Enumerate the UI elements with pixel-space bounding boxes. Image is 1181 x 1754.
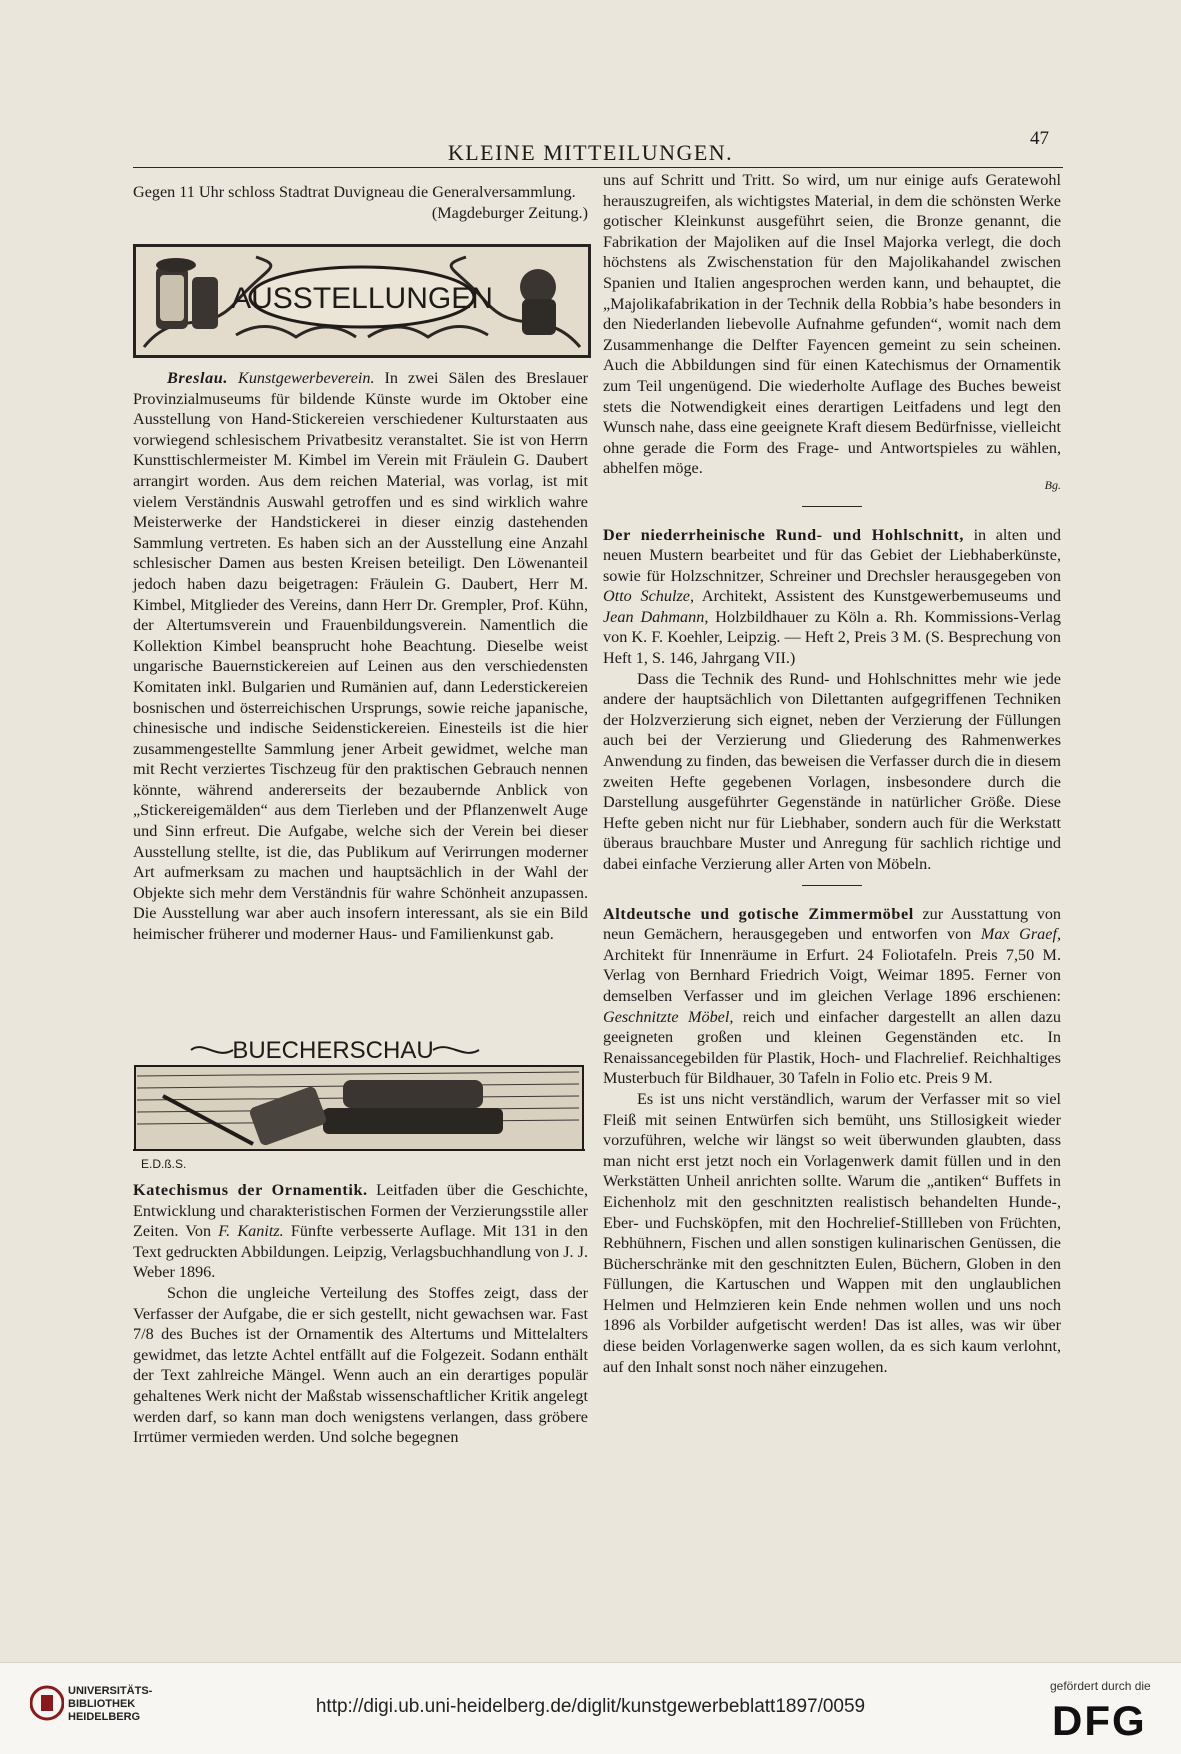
footer-bar [0, 1662, 1181, 1754]
zimmermoebel-review: Es ist uns nicht verständlich, warum der Verfasser mit so viel Fleiß mit seinen Entwürfen sich bemüht, uns Stillosigkeit wieder vorzuführen, welche wir längst so weit überwunden glaubten, dass man nicht erst jetzt noch ein Vorlagenwerk damit füllen und in den Werkstätten Unheil anrichten sollte. Warum die „antiken“ Buffets in Eichenholz mit den geschnitzten realistisch behandelten Hunde-, Eber- und Fuchsköpfen, mit den Hochrelief-Stillleben von Früchten, Rebhühnern, Fischen und allen sonstigen kulinarischen Genüssen, die Bücherschränke mit den geschnitzten Eulen, Büchern, Globen in den Füllungen, die Kartuschen und Wappen mit den unglaublichen Helmen und Helmzieren kein Ende nehmen wollen und uns noch 1896 als Vorbilder aufgetischt werden! Das ist alles, was wir über diese beiden Vorlagenwerke sagen wollen, da es sich kaum verlohnt, auf den Inhalt sonst noch näher einzugehen. [603, 1089, 1061, 1376]
left-intro [133, 182, 588, 223]
separator [802, 885, 862, 886]
ausstellungen-ornament [136, 247, 588, 355]
zimmermoebel-info-c: reich und einfacher dargestellt an allen dazu geeigneten großen und kleinen Gegenständen etc. In Renaissancegebilden für Plastik, Hoch- und Flachrelief. Reichhaltiges Musterbuch für Bildhauer, 30 Tafeln in Folio etc. Preis 9 M. [603, 1007, 1061, 1088]
zimmermoebel-info-a: zur Ausstattung von neun Gemächern, herausgegeben und entworfen von [603, 904, 1062, 944]
breslau-heading: Breslau. [167, 369, 229, 387]
katechismus-review-continued: uns auf Schritt und Tritt. So wird, um nur einige aufs Geratewohl herauszugreifen, als wichtigstes Material, in dem die schönsten Werke gotischer Kleinkunst ausgeführt seien, die Bronze genannt, die Fabrikation der Majoliken auf die Insel Majorka verlegt, die doch höchstens als Zwischenstation für den Majolikahandel zwischen Spanien und Italien angesprochen werden kann, und behauptet, die „Majolikafabrikation in der Technik della Robbia’s habe besonders in den Niederlanden liebevolle Aufnahme gefunden“, womit nach dem Zusammenhange die Delfter Fayencen gemeint zu sein scheinen. Auch die Abbildungen sind für einen Katechismus der Ornamentik zum Teil ungenügend. Die wiederholte Auflage des Buches beweist stets die Notwendigkeit eines derartigen Leitfadens und legt den Wunsch nahe, dass eine geeignete Kraft diesem Bedürfnisse, vielleicht ohne gerade die Form des Frage- und Antwortspieles zu wählen, abhelfen möge. [603, 171, 1061, 478]
buecherschau-signature: E.D.ß.S. [141, 1157, 187, 1171]
katechismus-info-a: Leitfaden über die Geschichte, Entwicklung und charakteristischen Formen der Verzierungsstile aller Zeiten. Von [133, 1181, 589, 1241]
zimmermoebel-heading: Altdeutsche und gotische Zimmermöbel [603, 904, 914, 923]
rundschnitt-info-c: Holzbildhauer zu Köln a. Rh. Kommissions-Verlag von K. F. Koehler, Leipzig. — Heft 2, Preis 3 M. (S. Besprechung von Heft 1, S. 146, Jahrgang VII.) [603, 607, 1061, 668]
rundschnitt-info-a: in alten und neuen Mustern bearbeitet und für das Gebiet der Liebhaberkünste, sowie für Holzschnitzer, Schreiner und Drechsler herausgegeben von [603, 525, 1062, 585]
rundschnitt-review: Dass die Technik des Rund- und Hohlschnittes mehr wie jede andere der hauptsächlich von Dilettanten aufgegriffenen Techniken der Holzverzierung sich eignet, neben der Verzierung der Füllungen auch bei der Verzierung und Gliederung des Rahmenwerkes Anwendung zu finden, das beweisen die Verfasser durch die in diesem zweiten Hefte gegebenen Vorlagen, insbesondere durch die Darstellung ausgeführter Gegenstände in natürlicher Größe. Diese Hefte geben nicht nur für Liebhaber, sondern auch für die Werkstatt überaus brauchbare Muster und Anregung für sachlich richtige und dabei einfache Verzierung aller Arten von Möbeln. [603, 669, 1061, 873]
header-rule [133, 167, 1063, 168]
right-column [603, 170, 1061, 1377]
intro-text: Gegen 11 Uhr schloss Stadtrat Duvigneau die Generalversammlung. [133, 183, 576, 201]
intro-source: (Magdeburger Zeitung.) [431, 203, 588, 222]
library-name-line1: UNIVERSITÄTS- [68, 1685, 153, 1697]
breslau-subheading: Kunstgewerbeverein. [238, 369, 375, 387]
breslau-body: In zwei Sälen des Breslauer Provinzialmuseums für bildende Künste wurde im Oktober eine Ausstellung von Hand-Stickereien verschiedener Kulturstaaten aus vorwiegend schlesischem Privatbesitz veranstaltet. Sie ist von Herrn Kunsttischlermeister M. Kimbel im Verein mit Fräulein G. Daubert arrangirt worden. Aus dem reichen Material, was vorlag, ist mit vielem Verständnis Auswahl getroffen und es sind wirklich wahre Meisterwerke der Handstickerei in dieser einzig dastehenden Sammlung vertreten. Es haben sich an der Ausstellung eine Anzahl schlesischer Damen aus besten Kreisen beteiligt. Den Löwenanteil jedoch haben dazu beigetragen: Fräulein G. Daubert, Herr M. Kimbel, Mitglieder des Vereins, dann Herr Dr. Grempler, Prof. Kühn, der Altertumsverein und Frauenbildungsverein. Namentlich die Kollektion Kimbel beansprucht hohe Beachtung. Dieselbe weist ungarische Bauernstickereien auf Leinen aus den verschiedensten Komitaten inkl. Bulgarien und Rumänien auf, dann Lederstickereien bosnischen und österreichischen Ursprungs, sowie reiche japanische, chinesische und indische Seidenstickereien. Einesteils ist die hier zusammengestellte Sammlung jener Arbeit gewidmet, welche man mit Recht verziertes Tischzeug für den praktischen Gebrauch nennen könnte, während andererseits der bezaubernde Anblick von „Stickereigemälden“ aus dem Tierleben und der Pflanzenwelt Auge und Sinn erfreut. Die Aufgabe, welche sich der Verein bei dieser Ausstellung stellte, ist die, das Publikum auf Verirrungen moderner Art aufmerksam zu machen und hauptsächlich in der Wahl der Objekte sich mehr dem Verständnis für wahre Schönheit anzupassen. Die Ausstellung war aber auch insofern interessant, als sie ein Bild heimischer früherer und moderner Haus- und Familienkunst gab. [133, 369, 589, 944]
buecherschau-banner [133, 1036, 585, 1174]
buecherschau-title: BUECHERSCHAU [232, 1037, 434, 1064]
running-header: KLEINE MITTEILUNGEN. [447, 140, 734, 165]
dfg-logo[interactable]: DFG [1052, 1697, 1147, 1744]
buecherschau-ornament [133, 1036, 585, 1174]
rundschnitt-author1: Otto Schulze, [603, 587, 695, 606]
library-name-line2: BIBLIOTHEK [68, 1698, 136, 1710]
breslau-article [133, 368, 588, 945]
zimmermoebel-info-b: Architekt für Innenräume in Erfurt. 24 Foliotafeln. Preis 7,50 M. Verlag von Bernhard Friedrich Voigt, Weimar 1895. Ferner von demselben Verfasser und im gleichen Verlage 1896 erschienen: [603, 945, 1061, 1005]
library-name-line3: HEIDELBERG [68, 1711, 141, 1723]
page-number: 47 [1030, 128, 1049, 149]
ausstellungen-title: AUSSTELLUNGEN [231, 282, 493, 315]
rundschnitt-author2: Jean Dahmann, [603, 607, 709, 626]
ausstellungen-banner [133, 244, 591, 358]
rundschnitt-heading: Der niederrheinische Rund- und Hohlschnitt, [603, 525, 964, 544]
zimmermoebel-author: Max Graef, [980, 925, 1061, 944]
separator [802, 506, 862, 507]
katechismus-info-b: Fünfte verbesserte Auflage. Mit 131 in den Text gedruckten Abbildungen. Leipzig, Verlagsbuchhandlung von J. J. Weber 1896. [133, 1222, 589, 1282]
katechismus-author: F. Kanitz. [218, 1222, 284, 1241]
katechismus-heading: Katechismus der Ornamentik. [133, 1181, 368, 1199]
rundschnitt-info-b: Architekt, Assistent des Kunstgewerbemuseums und [701, 587, 1061, 606]
source-url[interactable]: http://digi.ub.uni-heidelberg.de/diglit/kunstgewerbeblatt1897/0059 [315, 1696, 866, 1717]
funded-by-label: gefördert durch die [1050, 1679, 1151, 1693]
review-signature: Bg. [1044, 477, 1061, 492]
katechismus-review: Schon die ungleiche Verteilung des Stoffes zeigt, dass der Verfasser der Aufgabe, die er sich gestellt, nicht gewachsen war. Fast 7/8 des Buches ist der Ornamentik des Altertums und Mittelalters gewidmet, das letzte Achtel entfällt auf die Folgezeit. Sodann enthält der Text zahlreiche Mängel. Wenn auch an ein derartiges populär gehaltenes Werk nicht der Maßstab wissenschaftlicher Kritik angelegt werden darf, so kann man doch wenigstens verlangen, dass gröbere Irrtümer vermieden werden. Und solche begegnen [133, 1283, 588, 1447]
zimmermoebel-title2: Geschnitzte Möbel, [603, 1007, 734, 1026]
katechismus-article [133, 1180, 588, 1448]
